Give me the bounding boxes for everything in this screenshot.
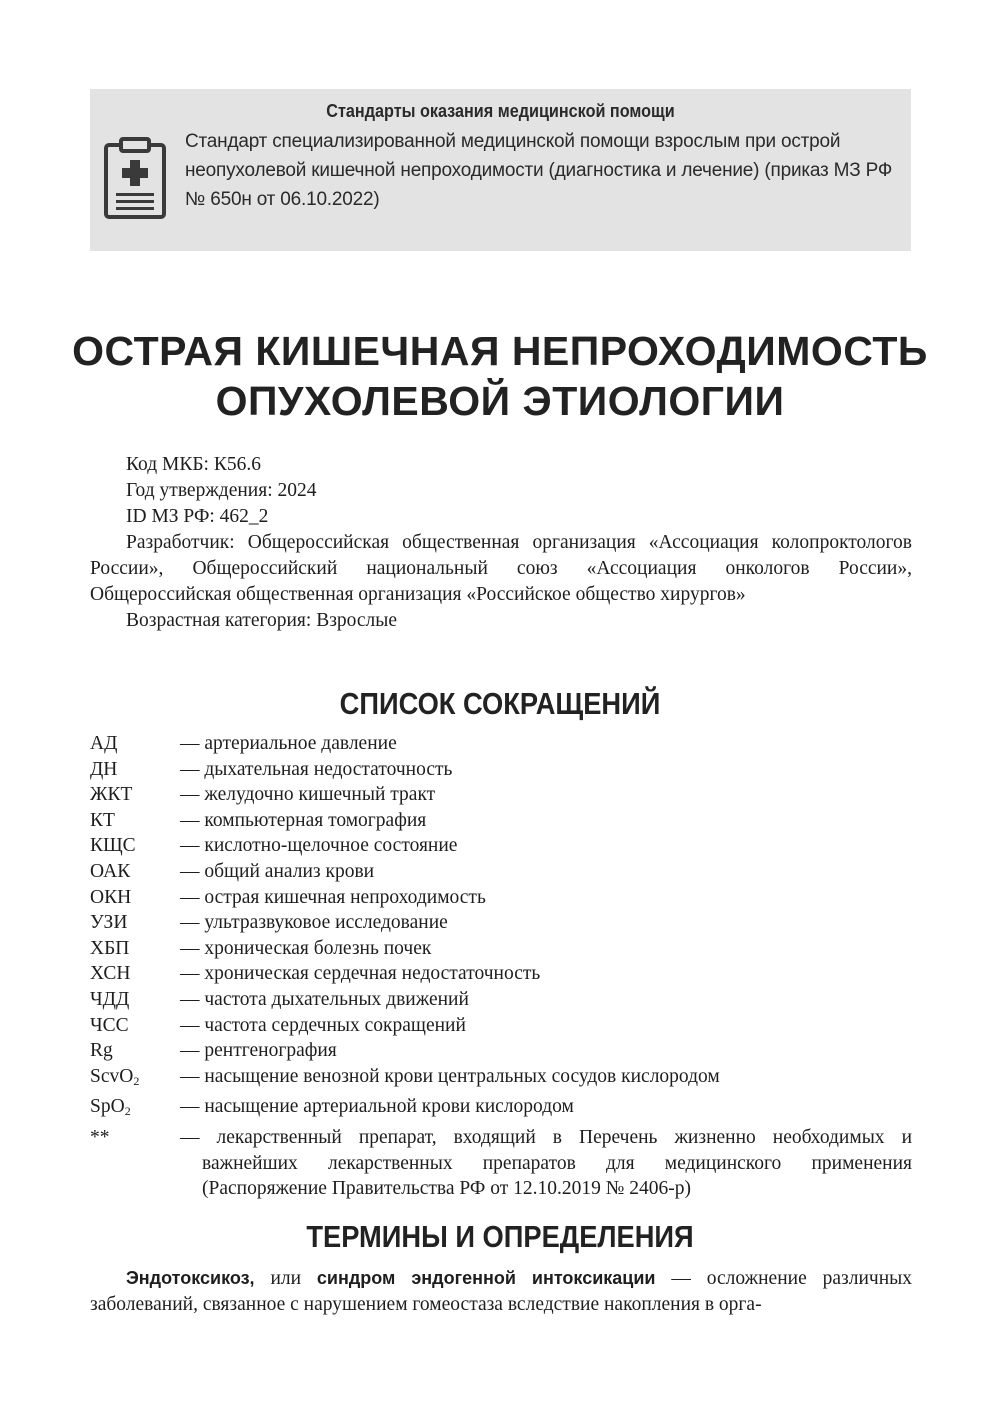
abbreviation-definition: — хроническая болезнь почек — [180, 937, 432, 959]
abbreviation-code — [90, 731, 180, 757]
abbreviation-row — [90, 731, 912, 757]
abbreviation-code — [90, 757, 180, 783]
abbreviation-code-text: ХБП — [90, 937, 130, 959]
abbreviation-definition: — частота дыхательных движений — [180, 988, 469, 1010]
abbreviation-code — [90, 885, 180, 911]
abbreviation-code — [90, 1094, 180, 1125]
abbreviation-row — [90, 1064, 912, 1095]
abbreviation-definition: — компьютерная томография — [180, 809, 427, 831]
abbreviation-code-text: SpO — [90, 1096, 125, 1118]
age-category: Возрастная категория: Взрослые — [126, 610, 398, 631]
abbreviation-subscript: 2 — [124, 1104, 131, 1119]
abbreviation-definition: — острая кишечная непроходимость — [180, 886, 486, 908]
abbreviation-definition: — хроническая сердечная недостаточность — [180, 963, 541, 985]
abbreviation-code-text: Rg — [90, 1040, 113, 1062]
abbreviation-row — [90, 961, 912, 987]
abbreviation-code — [90, 1125, 180, 1202]
abbreviation-code-text: ОКН — [90, 886, 132, 908]
abbreviation-code — [90, 987, 180, 1013]
abbreviations-list — [90, 731, 912, 1202]
abbreviation-code — [90, 808, 180, 834]
abbreviation-row — [90, 936, 912, 962]
clipboard-medical-icon — [103, 136, 167, 220]
title-line-1: ОСТРАЯ КИШЕЧНАЯ НЕПРОХОДИМОСТЬ — [72, 328, 928, 374]
developer: Разработчик: Общероссийская общественная организация «Ассоциация колопроктологов России», Общероссийский национальный союз «Ассоциация онкологов России», Общероссийская общественная организация «Российское общество хирургов» — [90, 532, 912, 605]
abbreviation-definition: — рентгенография — [180, 1040, 337, 1062]
abbreviation-code-text: ДН — [90, 758, 118, 780]
abbreviation-code-text: КЩС — [90, 835, 136, 857]
abbreviation-row — [90, 808, 912, 834]
standard-callout — [90, 89, 911, 251]
abbreviation-code — [90, 1038, 180, 1064]
term-definition: — осложнение различных заболеваний, связанное с нарушением гомеостаза вследствие накопления в орга- — [90, 1268, 912, 1315]
abbreviation-row — [90, 987, 912, 1013]
ministry-id: ID МЗ РФ: 462_2 — [126, 506, 269, 527]
approval-year: Год утверждения: 2024 — [126, 480, 317, 501]
term-connector: или — [254, 1268, 317, 1289]
abbreviation-definition: — насыщение венозной крови центральных сосудов кислородом — [180, 1065, 720, 1087]
abbreviation-definition: — желудочно кишечный тракт — [180, 784, 436, 806]
abbreviation-code-text: ЖКТ — [90, 784, 133, 806]
term-endotoxicosis: Эндотоксикоз, — [126, 1268, 255, 1288]
abbreviation-code — [90, 833, 180, 859]
abbreviation-code — [90, 1064, 180, 1095]
abbreviation-row — [90, 885, 912, 911]
abbreviation-definition: — лекарственный препарат, входящий в Перечень жизненно необходимых и важнейших лекарственных препаратов для медицинского применения (Распоряжение Правительства РФ от 12.10.2019 № 2406-р) — [180, 1126, 912, 1200]
icd-code: Код МКБ: К56.6 — [126, 454, 261, 475]
abbreviation-code-text: ЧДД — [90, 988, 130, 1010]
abbreviation-definition: — насыщение артериальной крови кислородом — [180, 1096, 574, 1118]
abbreviation-definition: — артериальное давление — [180, 733, 397, 754]
title-line-2: ОПУХОЛЕВОЙ ЭТИОЛОГИИ — [215, 378, 785, 424]
abbreviation-row — [90, 1013, 912, 1039]
abbreviation-row — [90, 1094, 912, 1125]
metadata-block — [90, 452, 912, 634]
abbreviation-code — [90, 910, 180, 936]
term-syndrome: синдром эндогенной интоксикации — [316, 1268, 656, 1288]
abbreviations-heading: СПИСОК СОКРАЩЕНИЙ — [339, 686, 661, 721]
abbreviation-code — [90, 961, 180, 987]
abbreviation-code-text: ** — [90, 1126, 110, 1148]
abbreviation-code-text: АД — [90, 733, 118, 754]
abbreviation-row — [90, 833, 912, 859]
abbreviation-row — [90, 1125, 912, 1202]
abbreviation-code-text: ОАК — [90, 860, 131, 882]
abbreviation-subscript: 2 — [133, 1073, 140, 1088]
abbreviation-row — [90, 782, 912, 808]
abbreviation-code — [90, 859, 180, 885]
abbreviation-row — [90, 910, 912, 936]
page-title — [0, 326, 1000, 426]
abbreviation-definition: — кислотно-щелочное состояние — [180, 835, 458, 857]
standard-description: Стандарт специализированной медицинской помощи взрослым при острой неопухолевой кишечной непроходимости (диагностика и лечение) (приказ МЗ РФ № 650н от 06.10.2022) — [185, 131, 893, 210]
abbreviation-row — [90, 859, 912, 885]
abbreviation-code-text: КТ — [90, 809, 115, 831]
abbreviation-definition: — общий анализ крови — [180, 860, 375, 882]
terms-heading: ТЕРМИНЫ И ОПРЕДЕЛЕНИЯ — [306, 1219, 694, 1254]
abbreviation-definition: — дыхательная недостаточность — [180, 758, 453, 780]
abbreviation-code — [90, 782, 180, 808]
abbreviation-definition: — частота сердечных сокращений — [180, 1014, 466, 1036]
abbreviation-code — [90, 936, 180, 962]
abbreviation-row — [90, 1038, 912, 1064]
terms-paragraph — [90, 1265, 912, 1318]
abbreviation-code-text: ScvO — [90, 1065, 134, 1087]
abbreviation-code-text: ЧСС — [90, 1014, 129, 1036]
abbreviation-definition: — ультразвуковое исследование — [180, 912, 448, 934]
abbreviation-code-text: УЗИ — [90, 912, 128, 934]
standard-heading: Стандарты оказания медицинской помощи — [326, 101, 675, 121]
abbreviation-row — [90, 757, 912, 783]
abbreviation-code-text: ХСН — [90, 963, 131, 985]
abbreviation-code — [90, 1013, 180, 1039]
